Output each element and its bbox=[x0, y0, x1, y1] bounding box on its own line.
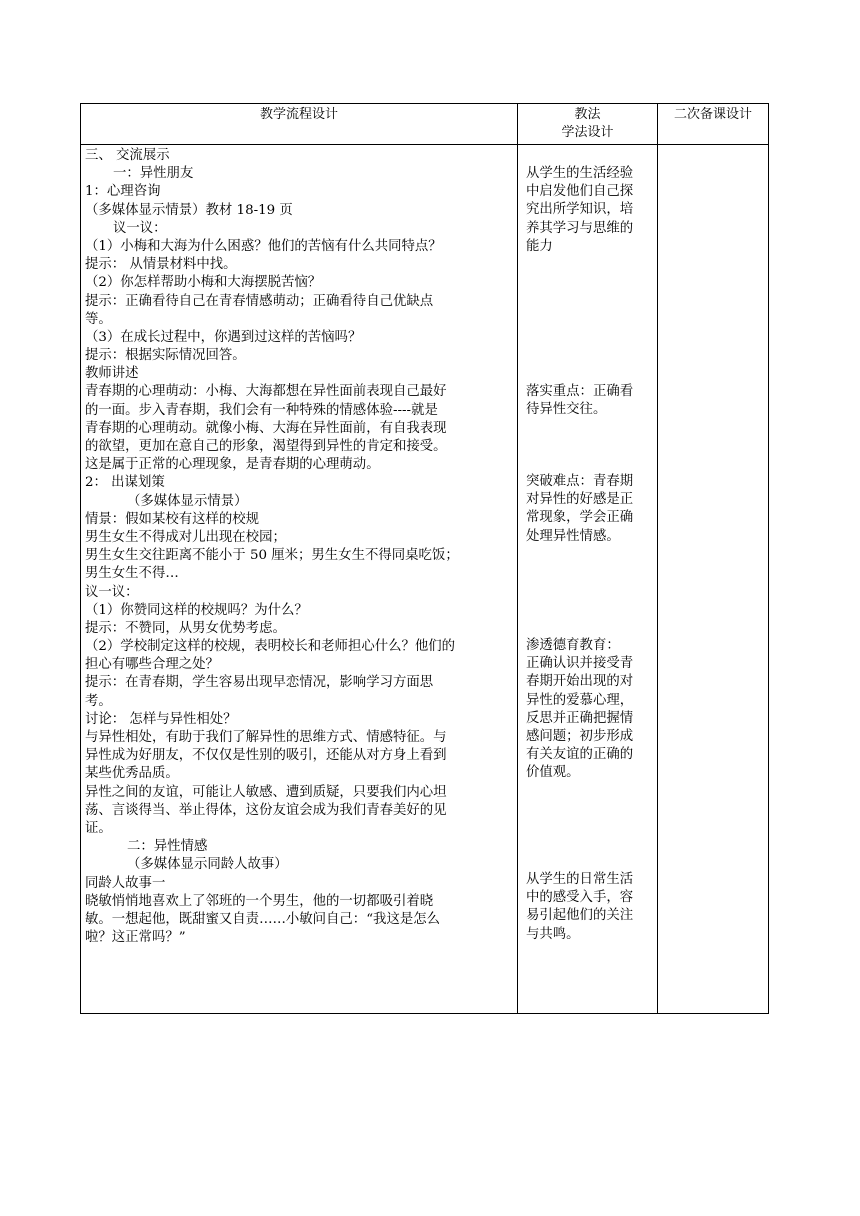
text-line: 1：心理咨询 bbox=[85, 184, 161, 200]
text-line: 担心有哪些合理之处？ bbox=[85, 657, 219, 673]
note-line: 春期开始出现的对 bbox=[526, 674, 634, 690]
header-second-preparation: 二次备课设计 bbox=[658, 104, 769, 145]
table-content-row bbox=[81, 145, 769, 1014]
flow-content-cell bbox=[81, 145, 518, 1014]
text-line: 的一面。步入青春期，我们会有一种特殊的情感体验----就是 bbox=[85, 402, 438, 418]
text-line: 啦？这正常吗？” bbox=[85, 930, 186, 946]
note-line: 从学生的生活经验 bbox=[526, 166, 634, 181]
note-line: 究出所学知识，培 bbox=[526, 202, 634, 218]
text-line: 议一议： bbox=[85, 584, 139, 600]
text-line: 提示：不赞同，从男女优势考虑。 bbox=[85, 620, 286, 636]
text-line: 同龄人故事一 bbox=[85, 875, 166, 891]
text-line: （3）在成长过程中，你遇到过这样的苦恼吗？ bbox=[85, 329, 362, 345]
text-line: 一：异性朋友 bbox=[113, 166, 194, 182]
flow-lines bbox=[85, 147, 513, 947]
text-line: 男生女生不得… bbox=[85, 566, 179, 582]
note-line: 养其学习与思维的 bbox=[526, 220, 634, 236]
text-line: 议一议： bbox=[113, 220, 167, 236]
note-block bbox=[526, 637, 653, 783]
text-line: 讨论： 怎样与异性相处？ bbox=[85, 711, 237, 727]
note-line: 对异性的好感是正 bbox=[526, 492, 634, 508]
text-line: 二：异性情感 bbox=[127, 839, 208, 855]
note-block bbox=[526, 871, 653, 944]
text-line: （2）你怎样帮助小梅和大海摆脱苦恼？ bbox=[85, 275, 322, 291]
text-line: 2： 出谋划策 bbox=[85, 475, 165, 491]
text-line: 晓敏悄悄地喜欢上了邻班的一个男生，他的一切都吸引着晓 bbox=[85, 893, 434, 909]
text-line: 青春期的心理萌动：小梅、大海都想在异性面前表现自己最好 bbox=[85, 384, 447, 400]
text-line: 敏。一想起他，既甜蜜又自责……小敏问自己：“我这是怎么 bbox=[85, 911, 441, 927]
second-preparation-cell bbox=[658, 145, 769, 1014]
header-flow-design: 教学流程设计 bbox=[81, 104, 518, 145]
lesson-plan-table bbox=[80, 103, 769, 1014]
text-line: （2）学校制定这样的校规，表明校长和老师担心什么？他们的 bbox=[85, 639, 456, 655]
note-line: 价值观。 bbox=[526, 765, 580, 781]
text-line: 情景：假如某校有这样的校规 bbox=[85, 511, 260, 527]
note-line: 落实重点：正确看 bbox=[526, 384, 634, 399]
note-line: 中的感受入手，容 bbox=[526, 890, 634, 906]
note-block bbox=[526, 165, 653, 256]
text-line: （多媒体显示情景） bbox=[127, 493, 248, 509]
note-line: 与共鸣。 bbox=[526, 926, 580, 942]
text-line: 证。 bbox=[85, 820, 112, 836]
note-line: 处理异性情感。 bbox=[526, 528, 620, 544]
note-line: 渗透德育教育： bbox=[526, 638, 620, 653]
text-line: 异性成为好朋友，不仅仅是性别的吸引，还能从对方身上看到 bbox=[85, 748, 447, 764]
text-line: 提示： 从情景材料中找。 bbox=[85, 257, 237, 273]
note-line: 感问题；初步形成 bbox=[526, 728, 634, 744]
text-line: （1）小梅和大海为什么困惑？他们的苦恼有什么共同特点？ bbox=[85, 238, 442, 254]
text-line: 异性之间的友谊，可能让人敏感、遭到质疑，只要我们内心坦 bbox=[85, 784, 447, 800]
text-line: 某些优秀品质。 bbox=[85, 766, 179, 782]
text-line: 教师讲述 bbox=[85, 366, 139, 382]
text-line: 与异性相处，有助于我们了解异性的思维方式、情感特征。与 bbox=[85, 730, 447, 745]
note-line: 异性的爱慕心理， bbox=[526, 692, 634, 708]
text-line: 等。 bbox=[85, 311, 112, 327]
table-header-row bbox=[81, 104, 769, 145]
note-line: 正确认识并接受青 bbox=[526, 656, 634, 672]
text-line: 这是属于正常的心理现象，是青春期的心理萌动。 bbox=[85, 457, 380, 473]
note-line: 突破难点：青春期 bbox=[526, 474, 634, 489]
text-line: 考。 bbox=[85, 693, 112, 709]
text-line: 提示：在青春期，学生容易出现早恋情况，影响学习方面思 bbox=[85, 675, 434, 691]
note-line: 易引起他们的关注 bbox=[526, 908, 634, 924]
note-block bbox=[526, 473, 653, 546]
text-line: 男生女生不得成对儿出现在校园； bbox=[85, 529, 286, 545]
note-line: 中启发他们自己探 bbox=[526, 184, 634, 200]
note-block bbox=[526, 383, 653, 419]
text-line: 青春期的心理萌动。就像小梅、大海在异性面前，有自我表现 bbox=[85, 420, 447, 436]
note-line: 待异性交往。 bbox=[526, 402, 607, 418]
note-line: 常现象，学会正确 bbox=[526, 510, 634, 526]
text-line: （1）你赞同这样的校规吗？为什么？ bbox=[85, 602, 308, 618]
method-notes-cell bbox=[518, 145, 658, 1014]
text-line: 提示：正确看待自己在青春情感萌动；正确看待自己优缺点 bbox=[85, 293, 434, 309]
text-line: 荡、言谈得当、举止得体，这份友谊会成为我们青春美好的见 bbox=[85, 802, 447, 818]
note-line: 有关友谊的正确的 bbox=[526, 747, 634, 763]
text-line: 男生女生交往距离不能小于 50 厘米；男生女生不得同桌吃饭； bbox=[85, 548, 459, 564]
text-line: 三、 交流展示 bbox=[85, 148, 170, 163]
text-line: （多媒体显示情景）教材 18-19 页 bbox=[85, 202, 293, 218]
note-line: 反思并正确把握情 bbox=[526, 710, 634, 726]
text-line: （多媒体显示同龄人故事） bbox=[127, 857, 288, 873]
note-line: 能力 bbox=[526, 238, 553, 254]
header-method-design: 教法 学法设计 bbox=[518, 104, 658, 145]
note-line: 从学生的日常生活 bbox=[526, 872, 634, 887]
text-line: 提示：根据实际情况回答。 bbox=[85, 348, 246, 364]
text-line: 的欲望，更加在意自己的形象，渴望得到异性的肯定和接受。 bbox=[85, 439, 447, 454]
